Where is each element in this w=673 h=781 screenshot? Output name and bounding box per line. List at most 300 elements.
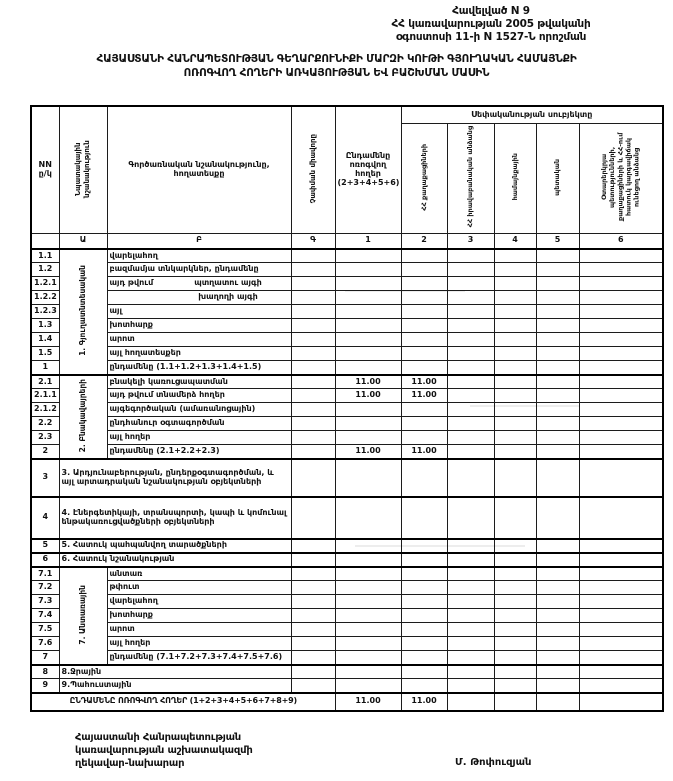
value-cell xyxy=(335,567,401,581)
value-cell xyxy=(579,347,663,361)
value-cell xyxy=(494,679,536,693)
row-number-cell: 3 xyxy=(31,459,59,497)
value-cell xyxy=(335,249,401,263)
row-number-cell: 8 xyxy=(31,665,59,679)
value-cell xyxy=(447,609,494,623)
row-number-cell: 1.2.2 xyxy=(31,291,59,305)
value-cell xyxy=(579,459,663,497)
col-header-legal-entities: ՀՀ իրավաբանական անձանց xyxy=(447,124,494,234)
value-cell: 11.00 xyxy=(335,375,401,389)
value-cell xyxy=(335,637,401,651)
table-row xyxy=(31,693,663,711)
value-cell xyxy=(536,333,579,347)
value-cell xyxy=(401,319,447,333)
col-header-state: պետական xyxy=(536,124,579,234)
value-cell xyxy=(447,539,494,553)
value-cell xyxy=(536,389,579,403)
value-cell xyxy=(401,333,447,347)
value-cell xyxy=(536,637,579,651)
row-number-cell: 4 xyxy=(31,497,59,539)
value-cell xyxy=(494,375,536,389)
value-cell xyxy=(536,553,579,567)
row-label-cell: 5. Հատուկ պահպանվող տարածքների xyxy=(59,539,291,553)
value-cell xyxy=(401,361,447,375)
value-cell xyxy=(494,651,536,665)
value-cell xyxy=(536,249,579,263)
grand-total-label: ԸՆԴԱՄԵՆԸ ՈՌՈԳՎՈՂ ՀՈՂԵՐ (1+2+3+4+5+6+7+8+9) xyxy=(31,693,335,711)
value-cell xyxy=(447,263,494,277)
row-label-cell: խոտհարք xyxy=(107,609,291,623)
row-label-cell: ընդհանուր օգտագործման xyxy=(107,417,291,431)
value-cell xyxy=(536,623,579,637)
row-number-cell: 7.4 xyxy=(31,609,59,623)
value-cell: 11.00 xyxy=(335,389,401,403)
section-label: 7. Անտառային xyxy=(78,584,88,645)
row-number-cell: 7.6 xyxy=(31,637,59,651)
table-row xyxy=(31,431,663,445)
value-cell xyxy=(335,277,401,291)
value-cell xyxy=(536,305,579,319)
value-cell: 11.00 xyxy=(401,693,447,711)
value-cell xyxy=(291,581,335,595)
value-cell xyxy=(291,417,335,431)
value-cell xyxy=(536,375,579,389)
value-cell xyxy=(447,623,494,637)
table-row xyxy=(31,263,663,277)
value-cell xyxy=(579,609,663,623)
value-cell xyxy=(401,637,447,651)
value-cell xyxy=(291,403,335,417)
row-label-cell: արոտ xyxy=(107,623,291,637)
value-cell xyxy=(447,553,494,567)
value-cell xyxy=(494,445,536,459)
code-cell: Գ xyxy=(291,233,335,249)
title-line2: ՈՌՈԳՎՈՂ ՀՈՂԵՐԻ ԱՌԿԱՅՈՒԹՅԱՆ ԵՎ ԲԱՇԽՄԱՆ ՄԱՍԻՆ xyxy=(183,66,490,79)
value-cell xyxy=(291,679,335,693)
value-cell xyxy=(401,595,447,609)
value-cell xyxy=(291,651,335,665)
value-cell xyxy=(579,305,663,319)
value-cell xyxy=(494,665,536,679)
value-cell xyxy=(335,361,401,375)
table-row xyxy=(31,567,663,581)
value-cell xyxy=(579,375,663,389)
value-cell xyxy=(579,249,663,263)
table-row xyxy=(31,375,663,389)
col-header-foreign: Օտարերկրյա պետությունների, քաղաքացիների և ՀՀ-ում հատուկ կարգավիճակ ունեցող անձանց xyxy=(579,124,663,234)
value-cell xyxy=(291,445,335,459)
value-cell xyxy=(536,581,579,595)
value-cell xyxy=(494,567,536,581)
value-cell xyxy=(579,445,663,459)
value-cell xyxy=(447,389,494,403)
value-cell xyxy=(494,431,536,445)
section-label-cell xyxy=(59,567,107,665)
row-number-cell: 7 xyxy=(31,651,59,665)
section-label-cell xyxy=(59,249,107,375)
value-cell xyxy=(494,403,536,417)
value-cell xyxy=(335,539,401,553)
row-number-cell: 7.3 xyxy=(31,595,59,609)
value-cell xyxy=(291,319,335,333)
value-cell xyxy=(579,497,663,539)
value-cell xyxy=(291,609,335,623)
value-cell xyxy=(579,389,663,403)
value-cell xyxy=(401,665,447,679)
value-cell xyxy=(335,581,401,595)
value-cell xyxy=(579,417,663,431)
table-row xyxy=(31,347,663,361)
value-cell xyxy=(401,249,447,263)
value-cell xyxy=(401,417,447,431)
code-cell: 4 xyxy=(494,233,536,249)
value-cell xyxy=(536,595,579,609)
row-label-cell: այլ հողատեսքեր xyxy=(107,347,291,361)
value-cell xyxy=(447,333,494,347)
footer-organization xyxy=(75,731,375,770)
value-cell xyxy=(494,291,536,305)
value-cell xyxy=(536,497,579,539)
value-cell xyxy=(291,459,335,497)
row-label-cell: ընդամենը (2.1+2.2+2.3) xyxy=(107,445,291,459)
row-number-cell: 5 xyxy=(31,539,59,553)
row-label-part2: պտղատու այգի xyxy=(194,278,262,288)
value-cell xyxy=(494,459,536,497)
value-cell xyxy=(494,553,536,567)
row-label-cell xyxy=(107,291,291,305)
value-cell xyxy=(579,651,663,665)
value-cell xyxy=(291,623,335,637)
value-cell xyxy=(447,249,494,263)
row-number-cell: 1.2.3 xyxy=(31,305,59,319)
value-cell xyxy=(579,553,663,567)
value-cell xyxy=(447,431,494,445)
value-cell xyxy=(536,651,579,665)
row-number-cell: 2.1 xyxy=(31,375,59,389)
value-cell xyxy=(494,361,536,375)
column-code-row xyxy=(31,233,663,249)
row-number-cell: 1.4 xyxy=(31,333,59,347)
irrigated-lands-table xyxy=(30,105,664,712)
table-body xyxy=(31,249,663,711)
value-cell xyxy=(447,347,494,361)
value-cell xyxy=(291,553,335,567)
code-cell: 2 xyxy=(401,233,447,249)
value-cell xyxy=(447,651,494,665)
row-label-cell: ընդամենը (1.1+1.2+1.3+1.4+1.5) xyxy=(107,361,291,375)
table-row xyxy=(31,651,663,665)
row-label-cell: 3. Արդյունաբերության, ընդերքօգտագործման, և այլ արտադրական նշանակության օբյեկտների xyxy=(59,459,291,497)
value-cell xyxy=(291,431,335,445)
value-cell xyxy=(291,347,335,361)
value-cell xyxy=(536,609,579,623)
row-label-cell: վարելահող xyxy=(107,249,291,263)
appendix-number: Հավելված N 9 xyxy=(452,5,530,17)
row-number-cell: 1.5 xyxy=(31,347,59,361)
value-cell xyxy=(536,417,579,431)
row-number-cell: 6 xyxy=(31,553,59,567)
col-header-citizens: ՀՀ քաղաքացիների xyxy=(401,124,447,234)
row-label-cell: այլ հողեր xyxy=(107,637,291,651)
row-label-part1: այդ թվում xyxy=(109,278,154,288)
code-cell: Բ xyxy=(107,233,291,249)
code-cell: 6 xyxy=(579,233,663,249)
table-row xyxy=(31,637,663,651)
value-cell: 11.00 xyxy=(401,389,447,403)
value-cell xyxy=(447,567,494,581)
value-cell xyxy=(335,679,401,693)
row-label-cell: այլ հողեր xyxy=(107,431,291,445)
value-cell xyxy=(335,459,401,497)
value-cell xyxy=(579,679,663,693)
table-row xyxy=(31,361,663,375)
value-cell xyxy=(291,389,335,403)
value-cell xyxy=(291,595,335,609)
value-cell xyxy=(536,693,579,711)
value-cell xyxy=(401,567,447,581)
row-number-cell: 1.1 xyxy=(31,249,59,263)
value-cell xyxy=(447,459,494,497)
row-number-cell: 2.3 xyxy=(31,431,59,445)
value-cell: 11.00 xyxy=(335,445,401,459)
value-cell xyxy=(335,651,401,665)
value-cell xyxy=(536,679,579,693)
row-number-cell: 1.2 xyxy=(31,263,59,277)
value-cell xyxy=(579,263,663,277)
value-cell xyxy=(447,595,494,609)
table-row xyxy=(31,389,663,403)
value-cell xyxy=(335,431,401,445)
col-header-functional: Գործառնական նշանակությունը, հողատեսքը xyxy=(107,106,291,233)
value-cell xyxy=(536,319,579,333)
row-number-cell: 7.1 xyxy=(31,567,59,581)
value-cell xyxy=(494,305,536,319)
row-label-cell: բնակելի կառուցապատման xyxy=(107,375,291,389)
value-cell xyxy=(335,305,401,319)
table-row xyxy=(31,679,663,693)
value-cell xyxy=(494,609,536,623)
row-label-cell: 8.Ջրային xyxy=(59,665,291,679)
table-row xyxy=(31,539,663,553)
table-row xyxy=(31,581,663,595)
value-cell xyxy=(291,249,335,263)
value-cell: 11.00 xyxy=(335,693,401,711)
col-header-ownership: Սեփականության սուբյեկտը xyxy=(401,106,663,124)
value-cell xyxy=(536,567,579,581)
value-cell xyxy=(536,263,579,277)
value-cell xyxy=(291,333,335,347)
value-cell xyxy=(291,263,335,277)
row-number-cell: 9 xyxy=(31,679,59,693)
value-cell xyxy=(401,347,447,361)
value-cell xyxy=(291,637,335,651)
value-cell xyxy=(401,291,447,305)
row-label-cell: խոտհարք xyxy=(107,319,291,333)
value-cell xyxy=(579,567,663,581)
value-cell xyxy=(401,651,447,665)
value-cell xyxy=(494,319,536,333)
section-label: 2. Բնակավայրերի xyxy=(78,378,88,453)
value-cell xyxy=(494,623,536,637)
value-cell xyxy=(447,291,494,305)
value-cell xyxy=(536,347,579,361)
table-row xyxy=(31,291,663,305)
value-cell xyxy=(335,497,401,539)
value-cell xyxy=(579,431,663,445)
row-label-cell: վարելահող xyxy=(107,595,291,609)
row-label-part2: խաղողի այգի xyxy=(198,292,258,302)
value-cell xyxy=(579,637,663,651)
appendix-line3: օգոստոսի 11-ի N 1527-Ն որոշման xyxy=(395,30,587,43)
code-cell: 5 xyxy=(536,233,579,249)
table-row xyxy=(31,249,663,263)
value-cell: 11.00 xyxy=(401,375,447,389)
value-cell xyxy=(335,263,401,277)
value-cell xyxy=(536,539,579,553)
value-cell xyxy=(579,693,663,711)
value-cell xyxy=(494,277,536,291)
value-cell xyxy=(494,693,536,711)
value-cell xyxy=(401,553,447,567)
col-header-total: Ընդամենը ոռոգվող հողեր (2+3+4+5+6) xyxy=(335,106,401,233)
code-cell xyxy=(31,233,59,249)
value-cell xyxy=(335,333,401,347)
title-line1: ՀԱՅԱՍՏԱՆԻ ՀԱՆՐԱՊԵՏՈՒԹՅԱՆ ԳԵՂԱՐՔՈՒՆԻՔԻ ՄԱՐԶԻ ԿՈՒԹԻ ԳՅՈՒՂԱԿԱՆ ՀԱՄԱՅՆՔԻ xyxy=(96,53,577,65)
value-cell xyxy=(291,497,335,539)
value-cell xyxy=(494,497,536,539)
value-cell xyxy=(579,581,663,595)
value-cell xyxy=(494,347,536,361)
value-cell xyxy=(401,277,447,291)
footer-org-line3: ղեկավար-նախարար xyxy=(75,758,185,769)
table-row xyxy=(31,417,663,431)
value-cell xyxy=(401,263,447,277)
value-cell xyxy=(291,375,335,389)
value-cell xyxy=(447,361,494,375)
table-row xyxy=(31,595,663,609)
row-label-cell xyxy=(107,277,291,291)
table-row xyxy=(31,305,663,319)
appendix-line2: ՀՀ կառավարության 2005 թվականի xyxy=(391,17,591,30)
value-cell xyxy=(579,333,663,347)
footer-org-line1: Հայաստանի Հանրապետության xyxy=(75,732,241,743)
value-cell xyxy=(401,305,447,319)
value-cell xyxy=(401,623,447,637)
value-cell xyxy=(447,693,494,711)
value-cell xyxy=(536,277,579,291)
value-cell xyxy=(335,623,401,637)
section-label-cell xyxy=(59,375,107,459)
value-cell xyxy=(335,553,401,567)
value-cell xyxy=(401,581,447,595)
value-cell xyxy=(494,637,536,651)
row-label-cell: 4. Էներգետիկայի, տրանսպորտի, կապի և կոմունալ ենթակառուցվածքների օբյեկտների xyxy=(59,497,291,539)
row-number-cell: 2 xyxy=(31,445,59,459)
value-cell xyxy=(447,305,494,319)
value-cell xyxy=(447,665,494,679)
value-cell xyxy=(494,333,536,347)
code-cell: 3 xyxy=(447,233,494,249)
row-number-cell: 1.3 xyxy=(31,319,59,333)
value-cell xyxy=(291,305,335,319)
row-label-cell: 6. Հատուկ նշանակության xyxy=(59,553,291,567)
value-cell xyxy=(579,539,663,553)
table-row xyxy=(31,553,663,567)
page-title xyxy=(0,53,673,80)
value-cell xyxy=(447,319,494,333)
value-cell xyxy=(536,459,579,497)
row-label-cell: բազմամյա տնկարկներ, ընդամենը xyxy=(107,263,291,277)
value-cell xyxy=(335,403,401,417)
table-row xyxy=(31,623,663,637)
value-cell xyxy=(579,623,663,637)
table-row xyxy=(31,333,663,347)
value-cell xyxy=(494,581,536,595)
row-label-cell: անտառ xyxy=(107,567,291,581)
table-row xyxy=(31,609,663,623)
value-cell xyxy=(401,497,447,539)
value-cell xyxy=(291,277,335,291)
value-cell xyxy=(291,291,335,305)
table-row xyxy=(31,445,663,459)
value-cell xyxy=(579,665,663,679)
value-cell xyxy=(335,319,401,333)
row-label-cell: այդ թվում տնամերձ հողեր xyxy=(107,389,291,403)
row-label-cell: այլ xyxy=(107,305,291,319)
value-cell xyxy=(401,431,447,445)
row-number-cell: 1 xyxy=(31,361,59,375)
value-cell xyxy=(536,361,579,375)
row-number-cell: 2.1.1 xyxy=(31,389,59,403)
value-cell xyxy=(401,459,447,497)
value-cell xyxy=(579,319,663,333)
value-cell xyxy=(447,403,494,417)
value-cell xyxy=(447,277,494,291)
table-row xyxy=(31,277,663,291)
col-header-purpose: Նպատակային նշանակություն xyxy=(59,106,107,233)
value-cell xyxy=(579,277,663,291)
value-cell xyxy=(536,431,579,445)
value-cell xyxy=(401,609,447,623)
row-number-cell: 2.1.2 xyxy=(31,403,59,417)
value-cell xyxy=(447,581,494,595)
value-cell xyxy=(494,389,536,403)
value-cell xyxy=(579,361,663,375)
row-label-cell: ընդամենը (7.1+7.2+7.3+7.4+7.5+7.6) xyxy=(107,651,291,665)
footer-signature: Մ. Թոփուզյան xyxy=(455,757,532,768)
table-row xyxy=(31,459,663,497)
code-cell: 1 xyxy=(335,233,401,249)
value-cell xyxy=(291,361,335,375)
value-cell xyxy=(494,595,536,609)
table-row xyxy=(31,319,663,333)
value-cell xyxy=(335,417,401,431)
value-cell xyxy=(447,417,494,431)
section-label: 1. Գյուղատնտեսական xyxy=(78,265,88,356)
value-cell xyxy=(335,595,401,609)
value-cell xyxy=(291,539,335,553)
col-header-unit: Չափման միավորը xyxy=(291,106,335,233)
value-cell xyxy=(494,263,536,277)
value-cell: 11.00 xyxy=(401,445,447,459)
value-cell xyxy=(335,347,401,361)
value-cell xyxy=(494,539,536,553)
value-cell xyxy=(291,665,335,679)
table-row xyxy=(31,403,663,417)
value-cell xyxy=(335,609,401,623)
value-cell xyxy=(494,249,536,263)
value-cell xyxy=(447,497,494,539)
